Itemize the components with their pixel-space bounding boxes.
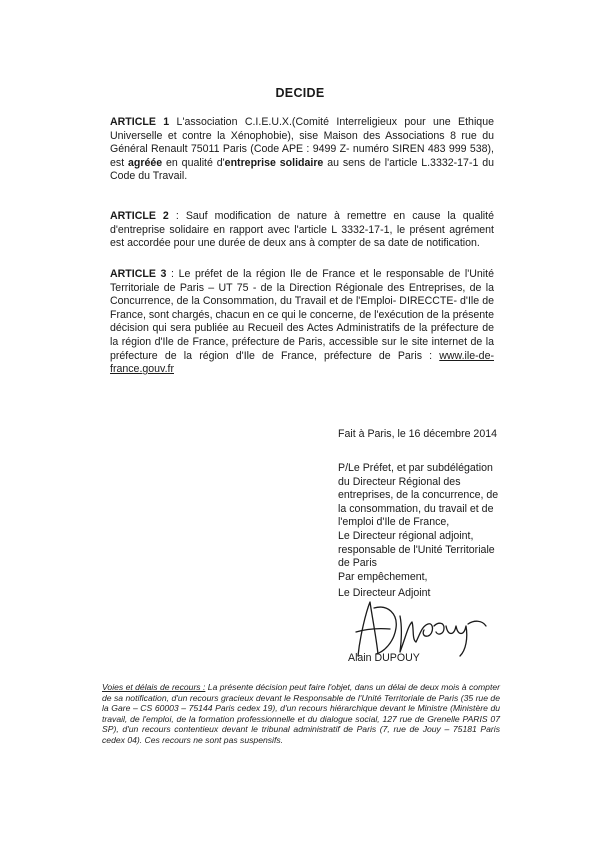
signatory-name: Alain DUPOUY (348, 652, 420, 664)
delegation-line: la consommation, du travail et de (338, 502, 494, 515)
delegation-line: l'emploi d'Ile de France, (338, 516, 450, 529)
article-1-bold-agreee: agréée (128, 156, 163, 169)
article-3-text: : Le préfet de la région Ile de France et le responsable de l'Unité Territoriale de Paris – UT 75 - de la Direction Régionale des Entreprises, de la Concurrence, de la Consommation, du Travail et de l'Emploi- DIRECCTE- d'Ile de France, sont chargés, chacun en ce qui le concerne, de l'exécution de la présente décision qui sera publiée au Recueil des Actes Administratifs de la préfecture de la région d'Ile de France, préfecture de Paris, accessible sur le site internet de la préfecture de la région d'Ile de France, préfecture de Paris : (110, 268, 494, 362)
date-line: Fait à Paris, le 16 décembre 2014 (338, 428, 497, 440)
appeal-text: La présente décision peut faire l'objet, dans un délai de deux mois à compter de sa notification, d'un recours gracieux devant le Responsable de l'Unité Territoriale de Paris (35 rue de la Gare – CS 60003 – 75144 Paris cedex 19), d'un recours hiérarchique devant le Ministre (Ministère du travail, de l'emploi, de la formation professionnelle et du dialogue social, 127 rue de Grenelle PARIS 07 SP), d'un recours contentieux devant le tribunal administratif de Paris (7, rue de Jouy – 75181 Paris cedex 04). Ces recours ne sont pas suspensifs. (102, 682, 500, 745)
article-1-text-a: L'association C.I.E.U.X.(Comité Interreligieux pour une Ethique Universelle et contre la Xénophobie), sise Maison des Associations 8 rue du Général Renault 75011 Paris (Code APE : 9499 Z- numéro SIREN 483 999 538), est (110, 116, 494, 169)
delegation-line: entreprises, de la concurrence, de (338, 489, 499, 502)
article-2 (110, 210, 494, 251)
article-1-text-c: au sens de l'article L.3332-17-1 du Code du Travail. (110, 156, 495, 183)
article-1-label: ARTICLE 1 (110, 116, 170, 128)
article-2-text: : Sauf modification de nature à remettre en cause la qualité d'entreprise solidaire en rapport avec l'article L 3332-17-1, le présent agrément est accordée pour une durée de deux ans à compter de sa date de notification. (110, 210, 494, 250)
article-1-bold-entreprise: entreprise solidaire (224, 156, 324, 169)
appeal-heading: Voies et délais de recours : (102, 682, 206, 692)
signatory-title: Le Directeur Adjoint (338, 587, 431, 599)
delegation-line: Le Directeur régional adjoint, (338, 529, 474, 542)
delegation-line: responsable de l'Unité Territoriale (338, 543, 495, 556)
handwritten-signature (336, 596, 496, 660)
article-2-label: ARTICLE 2 (110, 210, 169, 222)
document-title: DECIDE (275, 86, 325, 100)
delegation-line: du Directeur Régional des (338, 475, 461, 488)
delegation-line: P/Le Préfet, et par subdélégation (338, 462, 493, 474)
appeal-notice (102, 682, 500, 746)
delegation-line: Par empêchement, (338, 570, 428, 583)
delegation-line: de Paris (338, 557, 377, 570)
delegation-block (338, 462, 513, 584)
article-3 (110, 268, 494, 377)
article-3-label: ARTICLE 3 (110, 268, 167, 280)
article-1-text-b: en qualité d' (162, 156, 225, 169)
article-1 (110, 116, 494, 184)
prefecture-website-link[interactable]: www.ile-de-france.gouv.fr (110, 349, 494, 376)
